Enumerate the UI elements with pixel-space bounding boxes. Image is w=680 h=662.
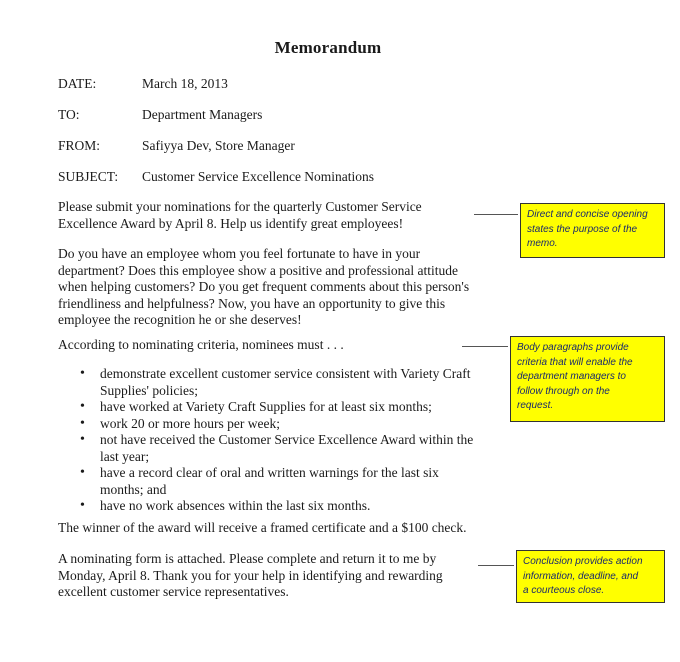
list-item: • have worked at Variety Craft Supplies for at least six months; [76,399,526,416]
date-label: DATE: [58,76,97,91]
criteria-list [76,366,526,515]
subject-label: SUBJECT: [58,169,119,184]
from-value: Safiyya Dev, Store Manager [142,138,295,153]
header-from-row [58,138,295,154]
closing-paragraph: A nominating form is attached. Please complete and return it to me by Monday, April 8. Thank you for your help in identifying and rewarding excellent customer service representatives. [58,551,443,599]
list-item: • not have received the Customer Service Excellence Award within the last year; [76,432,526,465]
criteria-intro: According to nominating criteria, nominees must . . . [58,337,344,352]
closing-annotation: Conclusion provides action information, deadline, and a courteous close. [516,550,665,603]
to-label: TO: [58,107,80,122]
list-item: • work 20 or more hours per week; [76,416,526,433]
list-item: • have no work absences within the last six months. [76,498,526,515]
list-item: • demonstrate excellent customer service consistent with Variety Craft Supplies' policies; [76,366,526,399]
award-paragraph: The winner of the award will receive a framed certificate and a $100 check. [58,520,467,535]
opening-paragraph: Please submit your nominations for the quarterly Customer Service Excellence Award by April 8. Help us identify great employees! [58,199,422,231]
subject-value: Customer Service Excellence Nominations [142,169,375,184]
memo-title: Memorandum [274,38,382,57]
from-label: FROM: [58,138,101,153]
body-note-connector [462,346,508,347]
header-to-row [58,107,262,123]
to-value: Department Managers [142,107,263,122]
list-item: • have a record clear of oral and written warnings for the last six months; and [76,465,526,498]
header-date-row [58,76,228,92]
opening-annotation: Direct and concise opening states the purpose of the memo. [520,203,665,258]
date-value: March 18, 2013 [142,76,228,91]
body-annotation: Body paragraphs provide criteria that will enable the department managers to follow through on the request. [510,336,665,422]
body-paragraph: Do you have an employee whom you feel fortunate to have in your department? Does this employee show a positive and professional attitude when helping customers? Do you get frequent comments about this person's friendliness and helpfulness? Now, you have an opportunity to give this employee the recognition he or she deserves! [58,246,470,327]
opening-note-connector [474,214,518,215]
closing-note-connector [478,565,514,566]
header-subject-row [58,169,374,185]
